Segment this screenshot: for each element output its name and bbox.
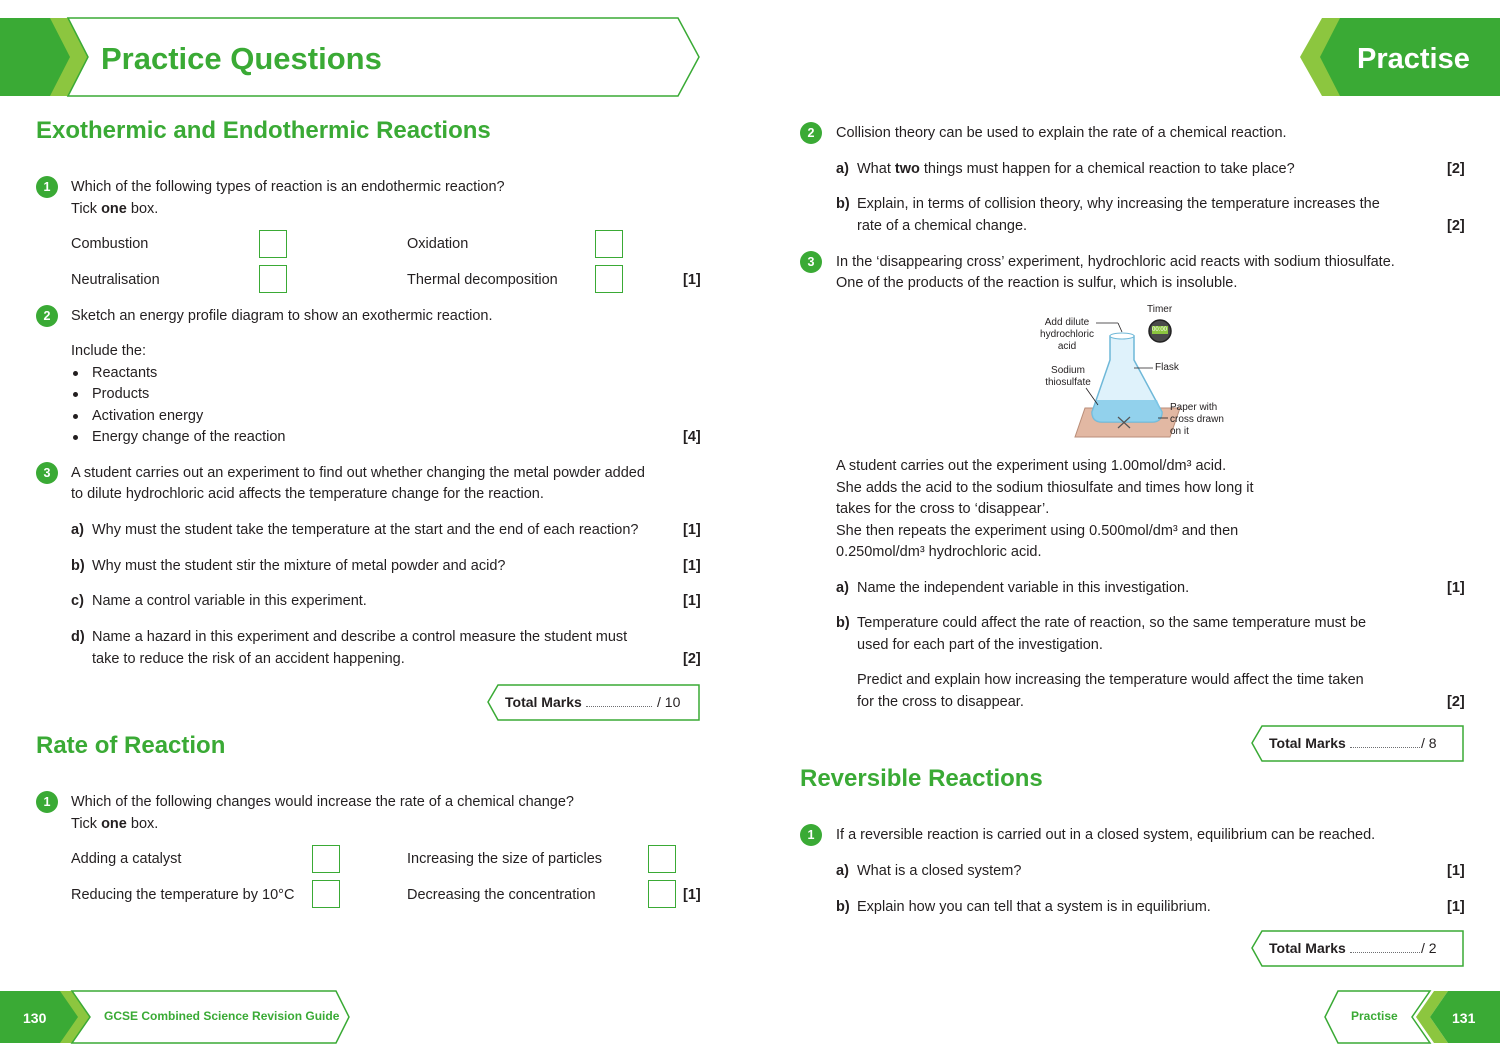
bullet-item: Activation energy — [92, 408, 204, 424]
bullet-item: Energy change of the reaction — [92, 429, 286, 445]
timer-display: 00:00 — [1152, 327, 1168, 333]
tick-box-temperature[interactable] — [312, 880, 340, 908]
total-marks-box — [1251, 725, 1465, 763]
timer-label: Timer — [1147, 304, 1173, 315]
marks: [1] — [1447, 899, 1465, 915]
tick-box-concentration[interactable] — [648, 880, 676, 908]
part-text: What two things must happen for a chemical reaction to take place? — [857, 161, 1295, 177]
marks: [1] — [1447, 580, 1465, 596]
total-marks-label: Total Marks — [1269, 940, 1346, 956]
question-number: 1 — [36, 791, 58, 813]
tick-box-combustion[interactable] — [259, 230, 287, 258]
part-label: b) — [836, 615, 850, 631]
part-text: Name the independent variable in this investigation. — [857, 580, 1190, 596]
total-marks-out-of: / 8 — [1421, 735, 1437, 751]
bullet — [73, 371, 78, 376]
marks: [1] — [683, 272, 701, 288]
practise-title: Practise — [1357, 43, 1470, 75]
marks: [1] — [683, 593, 701, 609]
part-label: b) — [836, 899, 850, 915]
question-number: 1 — [800, 824, 822, 846]
flask-label: Flask — [1155, 362, 1179, 373]
part-text: used for each part of the investigation. — [857, 637, 1103, 653]
part-text: take to reduce the risk of an accident happening. — [92, 651, 405, 667]
question-text: Sketch an energy profile diagram to show an exothermic reaction. — [71, 308, 493, 324]
part-text: Name a hazard in this experiment and describe a control measure the student must — [92, 629, 628, 645]
part-text: Predict and explain how increasing the temperature would affect the time taken — [857, 672, 1364, 688]
bullet — [73, 414, 78, 419]
tick-box-oxidation[interactable] — [595, 230, 623, 258]
question-instruction: Tick one box. — [71, 816, 159, 832]
part-label: a) — [836, 580, 849, 596]
part-label: a) — [836, 863, 849, 879]
tick-box-thermal-decomposition[interactable] — [595, 265, 623, 293]
question-text: Which of the following changes would increase the rate of a chemical change? — [71, 794, 574, 810]
marks: [2] — [1447, 161, 1465, 177]
total-marks-label: Total Marks — [505, 694, 582, 710]
question-number: 2 — [800, 122, 822, 144]
acid-label: Add dilute hydrochloric acid — [1040, 317, 1094, 352]
part-label: b) — [71, 558, 85, 574]
part-text: Why must the student stir the mixture of metal powder and acid? — [92, 558, 506, 574]
question-number: 2 — [36, 305, 58, 327]
option-label: Reducing the temperature by 10°C — [71, 887, 295, 903]
total-marks-line[interactable] — [1350, 747, 1420, 748]
total-marks-label: Total Marks — [1269, 735, 1346, 751]
option-label: Combustion — [71, 236, 149, 252]
part-text: Temperature could affect the rate of reaction, so the same temperature must be — [857, 615, 1367, 631]
total-marks-line[interactable] — [586, 706, 652, 707]
body-text: She adds the acid to the sodium thiosulfate and times how long it — [836, 480, 1254, 496]
footer-section-label: Practise — [1351, 1009, 1398, 1023]
tick-box-particle-size[interactable] — [648, 845, 676, 873]
total-marks-line[interactable] — [1350, 952, 1420, 953]
marks: [4] — [683, 429, 701, 445]
part-label: b) — [836, 196, 850, 212]
bullet — [73, 392, 78, 397]
part-label: c) — [71, 593, 84, 609]
question-text: One of the products of the reaction is sulfur, which is insoluble. — [836, 275, 1238, 291]
book-title: GCSE Combined Science Revision Guide — [104, 1009, 340, 1023]
question-number: 1 — [36, 176, 58, 198]
thiosulfate-label: Sodium thiosulfate — [1045, 365, 1091, 388]
option-label: Thermal decomposition — [407, 272, 558, 288]
part-text: Explain, in terms of collision theory, why increasing the temperature increases the — [857, 196, 1380, 212]
marks: [1] — [683, 558, 701, 574]
marks: [1] — [683, 522, 701, 538]
part-text: What is a closed system? — [857, 863, 1022, 879]
body-text: She then repeats the experiment using 0.500mol/dm³ and then — [836, 523, 1239, 539]
option-label: Adding a catalyst — [71, 851, 182, 867]
total-marks-out-of: / 2 — [1421, 940, 1437, 956]
body-text: takes for the cross to ‘disappear’. — [836, 501, 1050, 517]
total-marks-out-of: / 10 — [657, 694, 681, 710]
page-title: Practice Questions — [101, 41, 382, 76]
option-label: Increasing the size of particles — [407, 851, 603, 867]
body-text: 0.250mol/dm³ hydrochloric acid. — [836, 544, 1042, 560]
page-number-left: 130 — [23, 1010, 47, 1026]
bullet-item: Reactants — [92, 365, 158, 381]
marks: [1] — [683, 887, 701, 903]
question-text: Collision theory can be used to explain the rate of a chemical reaction. — [836, 125, 1287, 141]
question-text: Which of the following types of reaction is an endothermic reaction? — [71, 179, 505, 195]
section-title-exo-endo: Exothermic and Endothermic Reactions — [36, 117, 491, 144]
question-text: In the ‘disappearing cross’ experiment, hydrochloric acid reacts with sodium thiosulfate. — [836, 254, 1395, 270]
question-number: 3 — [800, 251, 822, 273]
option-label: Oxidation — [407, 236, 469, 252]
body-text: A student carries out the experiment using 1.00mol/dm³ acid. — [836, 458, 1227, 474]
tick-box-neutralisation[interactable] — [259, 265, 287, 293]
disappearing-cross-diagram — [1030, 300, 1240, 445]
question-instruction: Tick one box. — [71, 201, 159, 217]
question-number: 3 — [36, 462, 58, 484]
bullet — [73, 435, 78, 440]
paper-label: Paper with cross drawn on it — [1170, 402, 1224, 437]
bullet-item: Products — [92, 386, 150, 402]
marks: [2] — [1447, 694, 1465, 710]
part-text: for the cross to disappear. — [857, 694, 1024, 710]
marks: [1] — [1447, 863, 1465, 879]
part-text: Why must the student take the temperature at the start and the end of each reaction? — [92, 522, 639, 538]
part-text: Name a control variable in this experiment. — [92, 593, 367, 609]
marks: [2] — [683, 651, 701, 667]
tick-box-catalyst[interactable] — [312, 845, 340, 873]
part-label: d) — [71, 629, 85, 645]
marks: [2] — [1447, 218, 1465, 234]
option-label: Neutralisation — [71, 272, 160, 288]
total-marks-box — [487, 684, 701, 722]
part-text: rate of a chemical change. — [857, 218, 1028, 234]
question-text: A student carries out an experiment to find out whether changing the metal powder added — [71, 465, 645, 481]
option-label: Decreasing the concentration — [407, 887, 596, 903]
question-text: to dilute hydrochloric acid affects the temperature change for the reaction. — [71, 486, 544, 502]
section-title-rate: Rate of Reaction — [36, 732, 226, 759]
part-label: a) — [71, 522, 84, 538]
page-number-right: 131 — [1452, 1010, 1476, 1026]
total-marks-box — [1251, 930, 1465, 968]
part-text: Explain how you can tell that a system is in equilibrium. — [857, 899, 1211, 915]
section-title-reversible: Reversible Reactions — [800, 765, 1043, 792]
question-text: If a reversible reaction is carried out in a closed system, equilibrium can be reached. — [836, 827, 1376, 843]
part-label: a) — [836, 161, 849, 177]
include-label: Include the: — [71, 343, 146, 359]
